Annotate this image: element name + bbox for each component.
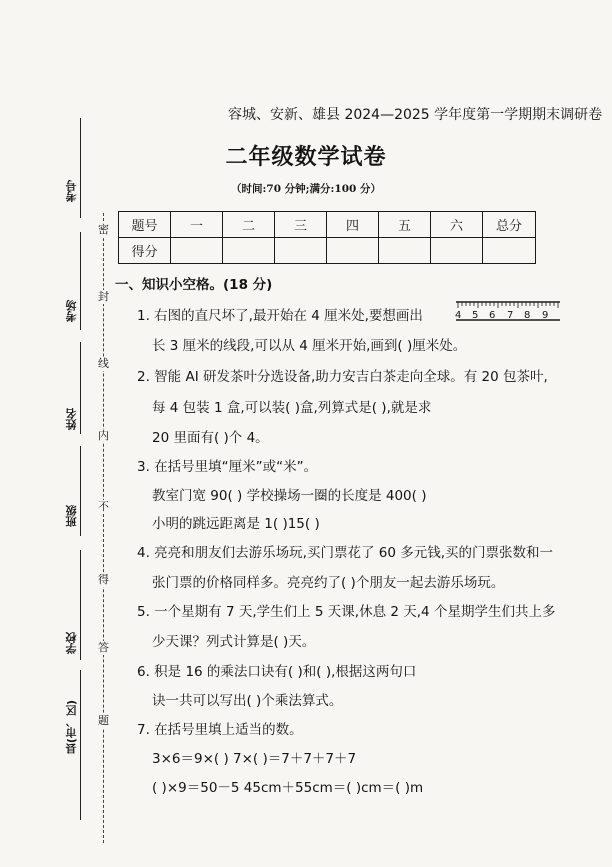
binding-label-exam-number: 考号 (65, 180, 78, 202)
binding-line-name (80, 342, 81, 434)
question-7-line-2: 3×6＝9×( ) 7×( )＝7＋7＋7＋7 (152, 751, 357, 767)
seal-char: 线 (98, 357, 109, 370)
binding-line-county (80, 670, 81, 820)
binding-label-exam-room: 考场 (65, 300, 78, 322)
score-input-cell[interactable] (327, 238, 379, 264)
score-table-cell: 四 (327, 212, 379, 238)
question-5-line-2: 少天课？列式计算是( )天。 (152, 634, 316, 650)
page-title: 二年级数学试卷 (225, 145, 387, 170)
score-input-cell[interactable] (379, 238, 431, 264)
binding-label-county: 县(市、区) (65, 700, 78, 755)
score-table (118, 211, 536, 264)
score-table-cell: 二 (223, 212, 275, 238)
seal-char: 不 (98, 500, 109, 513)
score-input-cell[interactable] (223, 238, 275, 264)
score-input-cell[interactable] (483, 238, 536, 264)
question-4-line-2: 张门票的价格同样多。亮亮约了( )个朋友一起去游乐场玩。 (152, 575, 505, 591)
binding-label-name: 姓名 (65, 408, 78, 430)
ruler-number: 5 (472, 310, 479, 321)
question-7-line-1: 7. 在括号里填上适当的数。 (137, 722, 303, 738)
question-4-line-1: 4. 亮亮和朋友们去游乐场玩,买门票花了 60 多元钱,买的门票张数和一 (137, 545, 554, 561)
score-table-header-row (119, 212, 536, 238)
ruler-number: 6 (489, 310, 496, 321)
score-table-score-row (119, 238, 536, 264)
question-7-line-3: ( )×9＝50－5 45cm＋55cm＝( )cm＝( )m (152, 780, 424, 796)
question-2-line-2: 每 4 包装 1 盒,可以装( )盒,列算式是( ),就是求 (152, 400, 432, 416)
score-table-cell: 总分 (483, 212, 536, 238)
score-table-cell: 一 (171, 212, 223, 238)
score-table-cell: 得分 (119, 238, 171, 264)
score-table-cell: 六 (431, 212, 483, 238)
binding-line-school (80, 550, 81, 660)
seal-char: 密 (98, 223, 109, 236)
question-6-line-1: 6. 积是 16 的乘法口诀有( )和( ),根据这两句口 (137, 664, 417, 680)
exam-subtitle: （时间:70 分钟;满分:100 分） (231, 183, 381, 195)
question-6-line-2: 诀一共可以写出( )个乘法算式。 (152, 693, 343, 709)
question-2-line-1: 2. 智能 AI 研发茶叶分选设备,助力安吉白茶走向全球。有 20 包茶叶, (137, 369, 548, 385)
score-input-cell[interactable] (171, 238, 223, 264)
question-5-line-1: 5. 一个星期有 7 天,学生们上 5 天课,休息 2 天,4 个星期学生们共上多 (137, 604, 556, 620)
question-1-line-2: 长 3 厘米的线段,可以从 4 厘米开始,画到( )厘米处。 (152, 338, 467, 354)
question-1-line-1: 1. 右图的直尺坏了,最开始在 4 厘米处,要想画出 (137, 308, 423, 324)
question-3-line-3: 小明的跳远距离是 1( )15( ) (152, 516, 320, 532)
question-2-line-3: 20 里面有( )个 4。 (152, 430, 269, 446)
ruler-number: 8 (524, 310, 531, 321)
ruler-number: 4 (455, 310, 462, 321)
score-input-cell[interactable] (275, 238, 327, 264)
score-table-cell: 三 (275, 212, 327, 238)
binding-label-class: 班级 (65, 505, 78, 527)
exam-header-line: 容城、安新、雄县 2024—2025 学年度第一学期期末调研卷 (228, 107, 603, 123)
score-table-cell: 题号 (119, 212, 171, 238)
seal-char: 题 (98, 714, 109, 727)
question-3-line-1: 3. 在括号里填“厘米”或“米”。 (137, 459, 318, 475)
seal-dashed-line (103, 213, 104, 843)
ruler-figure (454, 298, 562, 324)
binding-line-exam-room (80, 232, 81, 330)
binding-label-school: 学校 (65, 632, 78, 654)
seal-char: 内 (98, 429, 109, 442)
seal-char: 封 (98, 290, 109, 303)
ruler-number: 7 (507, 310, 514, 321)
score-table-cell: 五 (379, 212, 431, 238)
binding-line-class (80, 446, 81, 536)
seal-char: 答 (98, 641, 109, 654)
section-heading: 一、知识小空格。(18 分) (115, 277, 273, 293)
ruler-number: 9 (542, 310, 549, 321)
seal-char: 得 (98, 573, 109, 586)
question-3-line-2: 教室门宽 90( ) 学校操场一圈的长度是 400( ) (152, 488, 427, 504)
score-input-cell[interactable] (431, 238, 483, 264)
